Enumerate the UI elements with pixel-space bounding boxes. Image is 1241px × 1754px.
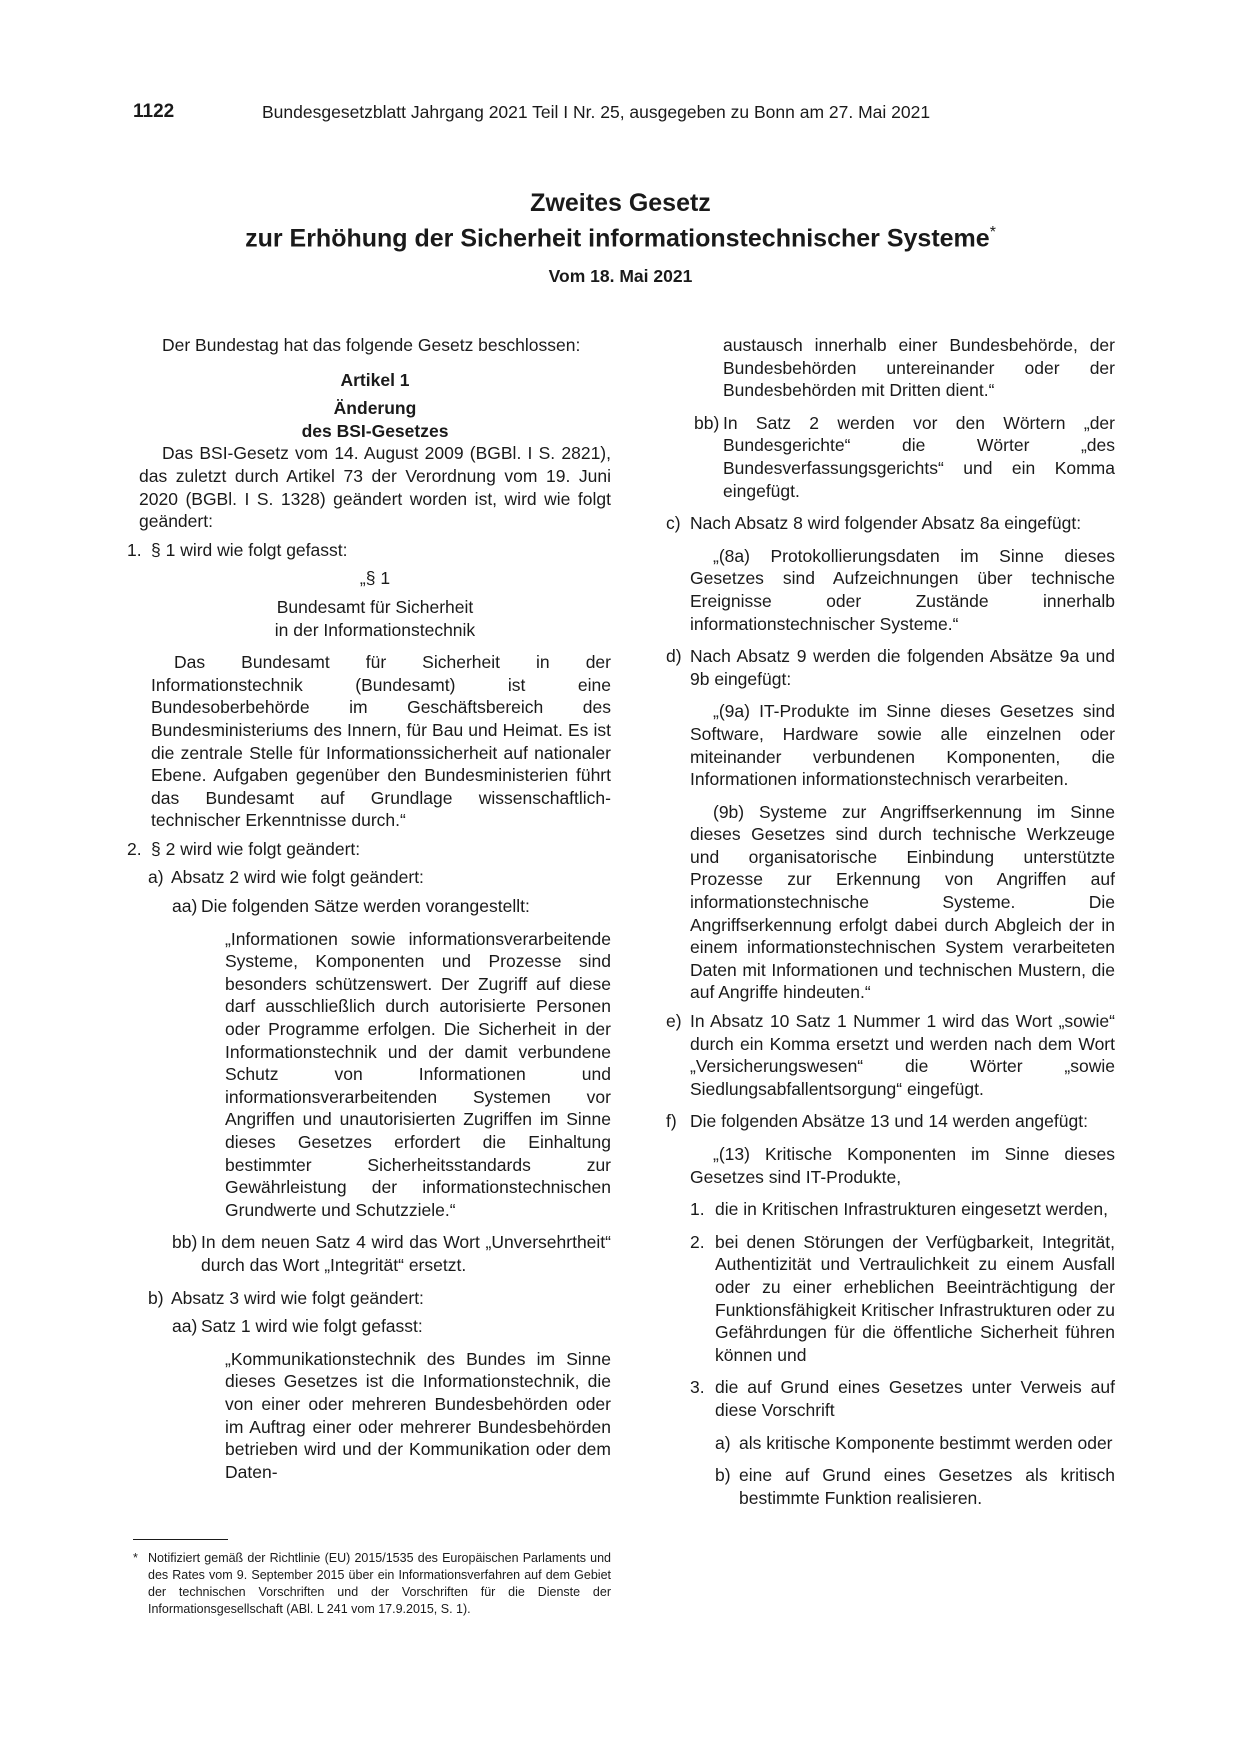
list-label: d) (666, 646, 682, 667)
law-title-text: zur Erhöhung der Sicherheit informationstechnischer Systeme (245, 224, 990, 253)
list-label: 2. (127, 838, 142, 859)
list-label: 1. (127, 539, 142, 560)
list-label: b) (715, 1465, 731, 1486)
list-item-aa (139, 895, 611, 918)
footnote-mark: * (133, 1551, 138, 1565)
list-item-text: Absatz 3 wird wie folgt geändert: (171, 1287, 424, 1308)
section-text: Das Bundesamt für Sicherheit in der Informationstechnik (Bundesamt) ist eine Bundesoberbehörde im Geschäftsbereich des Bundesministeriums des Innern, für Bau und Heimat. Es ist die zentrale Stelle für Informationssicherheit auf nationaler Ebene. Aufgaben gegenüber den Bundesministerien führt das Bundesamt auf Grundlage wissenschaftlich-technischer Erkenntnisse durch.“ (151, 652, 611, 831)
left-column (127, 334, 611, 1483)
footnote (133, 1550, 611, 1618)
list-label: bb) (172, 1232, 198, 1253)
article-heading: Artikel 1 (340, 369, 410, 390)
list-item-n2 (671, 1231, 1115, 1367)
list-label: 3. (690, 1377, 705, 1398)
quoted-text: „Informationen sowie informationsverarbeitende Systeme, Komponenten und Prozesse sind besonders schützenswert. Der Zugriff auf diese darf ausschließlich durch autorisierte Personen oder Programme erfolgen. Die Sicherheit in der Informationstechnik und der damit verbundene Schutz von Informationen und informationsverarbeitenden Systemen vor Angriffen und unautorisierten Zugriffen im Sinne dieses Gesetzes erfordert die Einhaltung bestimmter Sicherheitsstandards zur Gewährleistung der informationstechnischen Grundwerte und Schutzziele.“ (225, 928, 611, 1220)
footnote-text: Notifiziert gemäß der Richtlinie (EU) 2015/1535 des Europäischen Parlaments und des Rates vom 9. September 2015 über ein Informationsverfahren auf dem Gebiet der technischen Vorschriften und der Vorschriften für die Dienste der Informationsgesellschaft (ABl. L 241 vom 17.9.2015, S. 1). (148, 1551, 611, 1617)
list-item-text: Satz 1 wird wie folgt gefasst: (201, 1316, 423, 1337)
list-item-text: Die folgenden Sätze werden vorangestellt: (201, 896, 530, 917)
running-header: Bundesgesetzblatt Jahrgang 2021 Teil I Nr. 25, ausgegeben zu Bonn am 27. Mai 2021 (262, 102, 931, 122)
list-item-text: Die folgenden Absätze 13 und 14 werden angefügt: (690, 1111, 1088, 1132)
list-item-text: Absatz 2 wird wie folgt geändert: (171, 867, 424, 888)
list-label: e) (666, 1011, 682, 1032)
quoted-text: (9b) Systeme zur Angriffserkennung im Sinne dieses Gesetzes sind durch technische Werkzeuge und organisatorische Einbindung unterstützte Prozesse zur Erkennung von Angriffen auf informationstechnische Systeme. Die Angriffserkennung erfolgt dabei durch Abgleich der in einem informationstechnischen System verarbeiteten Daten mit Informationen und technischen Mustern, die auf Angriffe hindeuten.“ (690, 801, 1115, 1003)
section-number: „§ 1 (359, 568, 391, 589)
list-item-aa-2 (139, 1315, 611, 1338)
law-date: Vom 18. Mai 2021 (548, 266, 693, 286)
list-label: a) (148, 867, 164, 888)
quoted-text: „(8a) Protokollierungsdaten im Sinne dieses Gesetzes sind Aufzeichnungen über technische Ereignisse oder Zustände innerhalb informationstechnischer Systeme.“ (690, 545, 1115, 634)
article-title-2: des BSI-Gesetzes (301, 420, 449, 441)
list-label: 2. (690, 1231, 705, 1252)
enacting-clause: Der Bundestag hat das folgende Gesetz beschlossen: (162, 335, 581, 355)
right-column (666, 334, 1115, 1509)
list-item-c (666, 512, 1115, 535)
list-item-text: In Satz 2 werden vor den Wörtern „der Bundesgerichte“ die Wörter „des Bundesverfassungsgerichts“ und ein Komma eingefügt. (723, 412, 1115, 501)
list-item-text: In Absatz 10 Satz 1 Nummer 1 wird das Wort „sowie“ durch ein Komma ersetzt und werden nach dem Wort „Versicherungswesen“ die Wörter „sowie Siedlungsabfallentsorgung“ eingefügt. (690, 1011, 1115, 1099)
list-item-na (671, 1432, 1115, 1455)
list-label: c) (666, 513, 681, 534)
quoted-text: „(9a) IT-Produkte im Sinne dieses Gesetzes sind Software, Hardware sowie alle einzelnen oder miteinander verbundenen Komponenten, die Informationen informationstechnisch verarbeiten. (690, 701, 1115, 790)
list-label: a) (715, 1432, 731, 1453)
list-item-text: § 2 wird wie folgt geändert: (151, 838, 361, 859)
list-item-2 (127, 838, 611, 861)
section-title-2: in der Informationstechnik (274, 619, 476, 640)
quoted-text: „Kommunikationstechnik des Bundes im Sinne dieses Gesetzes ist die Informationstechnik, die von einer oder mehreren Bundesbehörden oder im Auftrag einer oder mehrerer Bundesbehörden betrieben wird und der Kommunikation oder dem Daten- (225, 1348, 611, 1482)
list-item-text: als kritische Komponente bestimmt werden oder (739, 1432, 1113, 1453)
list-item-b (139, 1287, 611, 1310)
list-label: aa) (172, 896, 198, 917)
list-item-bb (139, 1231, 611, 1276)
article-title-1: Änderung (333, 398, 417, 419)
list-item-text: die auf Grund eines Gesetzes unter Verweis auf diese Vorschrift (715, 1377, 1115, 1420)
list-item-text: Nach Absatz 9 werden die folgenden Absätze 9a und 9b eingefügt: (690, 646, 1115, 689)
list-item-nb (671, 1464, 1115, 1509)
list-item-text: die in Kritischen Infrastrukturen eingesetzt werden, (715, 1199, 1108, 1220)
quoted-text: „(13) Kritische Komponenten im Sinne dieses Gesetzes sind IT-Produkte, (690, 1144, 1115, 1187)
list-item-n3 (671, 1376, 1115, 1421)
law-title-line-2 (120, 218, 1121, 253)
list-label: 1. (690, 1199, 705, 1220)
quoted-text-continued: austausch innerhalb einer Bundesbehörde, der Bundesbehörden untereinander oder der Bundesbehörden mit Dritten dient.“ (723, 335, 1115, 401)
section-title-1: Bundesamt für Sicherheit (276, 596, 474, 617)
footnote-reference: * (989, 224, 996, 241)
list-item-f (666, 1110, 1115, 1133)
list-label: b) (148, 1287, 164, 1308)
list-label: bb) (694, 412, 720, 433)
list-item-text: eine auf Grund eines Gesetzes als kritisch bestimmte Funktion realisieren. (739, 1465, 1115, 1508)
list-item-text: Nach Absatz 8 wird folgender Absatz 8a eingefügt: (690, 513, 1082, 534)
list-item-d (666, 645, 1115, 690)
list-item-bb (671, 412, 1115, 502)
list-item-e (666, 1010, 1115, 1100)
list-label: f) (666, 1111, 677, 1132)
article-intro: Das BSI-Gesetz vom 14. August 2009 (BGBl. I S. 2821), das zuletzt durch Artikel 73 der Verordnung vom 19. Juni 2020 (BGBl. I S. 1328) geändert worden ist, wird wie folgt geändert: (139, 443, 611, 532)
list-item-text: § 1 wird wie folgt gefasst: (151, 539, 348, 560)
list-item-text: bei denen Störungen der Verfügbarkeit, Integrität, Authentizität und Vertraulichkeit zu einem Ausfall oder zu einer erheblichen Beeinträchtigung der Funktionsfähigkeit Kritischer Infrastrukturen oder zu Gefährdungen für die öffentliche Sicherheit führen können und (715, 1231, 1115, 1365)
footnote-divider (133, 1539, 228, 1540)
law-title-line-1: Zweites Gesetz (530, 189, 711, 217)
list-item-1 (127, 539, 611, 562)
list-item-n1 (671, 1198, 1115, 1221)
list-item-text: In dem neuen Satz 4 wird das Wort „Unversehrtheit“ durch das Wort „Integrität“ ersetzt. (201, 1232, 611, 1275)
list-label: aa) (172, 1316, 198, 1337)
page-number: 1122 (133, 101, 175, 122)
list-item-a (139, 866, 611, 889)
